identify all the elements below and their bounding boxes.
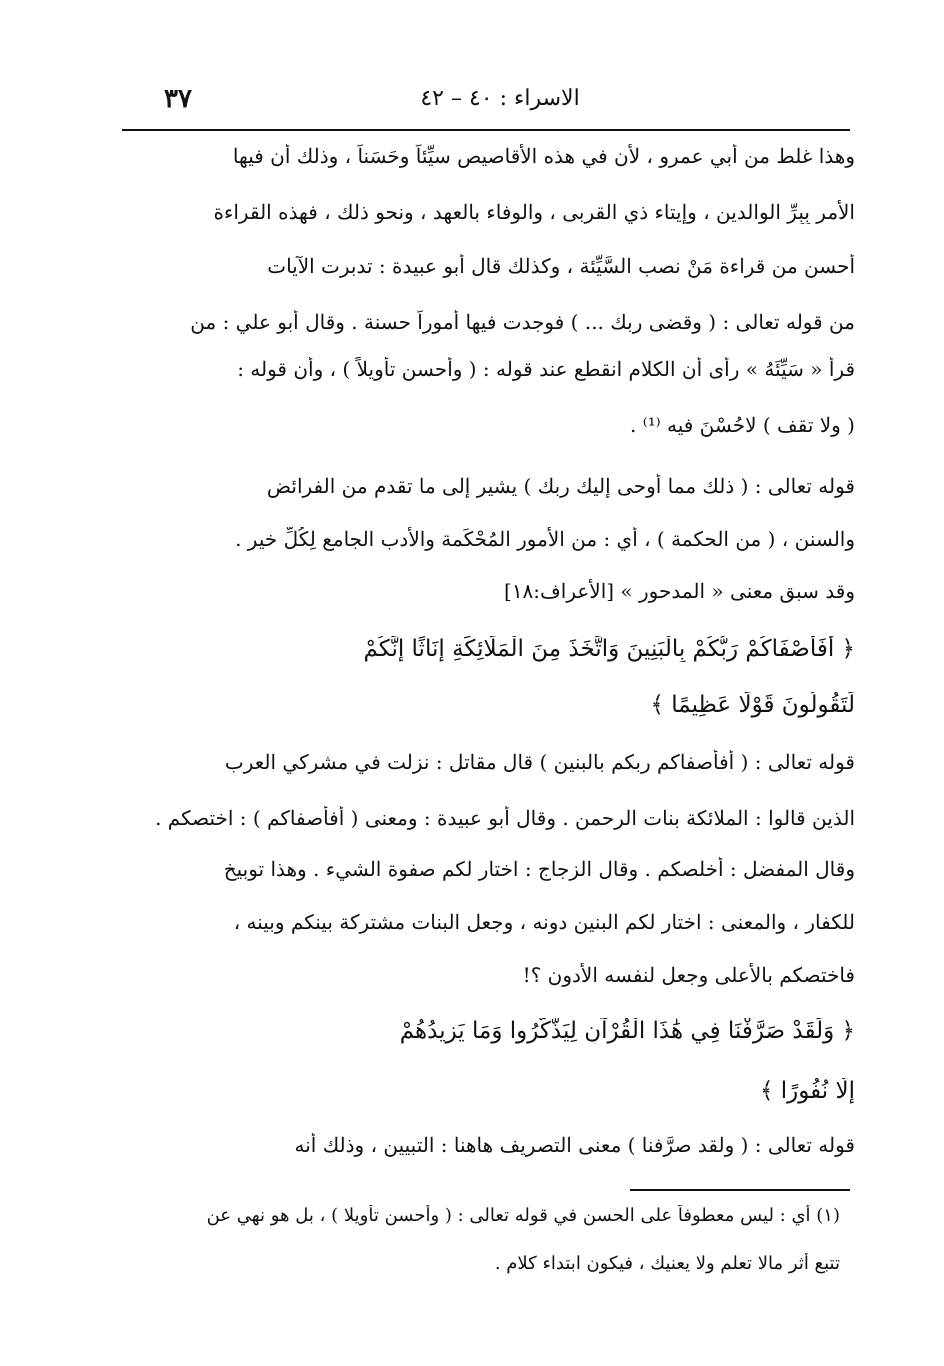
quran-verse-line: لَتَقُولُونَ قَوْلًا عَظِيمًا ﴾ xyxy=(650,692,855,718)
body-line: من قوله تعالى : ( وقضى ربك ... ) فوجدت فيها أموراً حسنة . وقال أبو علي : من xyxy=(190,310,855,334)
body-line: ( ولا تقف ) لاحُسْنَ فيه ⁽¹⁾ . xyxy=(630,413,855,437)
body-line: وقال المفضل : أخلصكم . وقال الزجاج : اختار لكم صفوة الشيء . وهذا توبيخ xyxy=(223,857,855,881)
body-line: الذين قالوا : الملائكة بنات الرحمن . وقال أبو عبيدة : ومعنى ( أفأصفاكم ) : اختصكم . xyxy=(155,806,855,830)
body-line: قوله تعالى : ( أفأصفاكم ربكم بالبنين ) قال مقاتل : نزلت في مشركي العرب xyxy=(224,750,855,774)
body-line: قرأ « سَيِّئَهُ » رأى أن الكلام انقطع عند قوله : ( وأحسن تأويلاً ) ، وأن قوله : xyxy=(237,357,855,381)
footnote-line: تتبع أثر مالا تعلم ولا يعنيك ، فيكون ابتداء كلام . xyxy=(494,1253,840,1274)
footnote-line: (١) أي : ليس معطوفاً على الحسن في قوله تعالى : ( وأحسن تأويلا ) ، بل هو نهي عن xyxy=(206,1205,840,1226)
body-line: وقد سبق معنى « المدحور » [الأعراف:١٨] xyxy=(504,579,855,603)
page-number: ٣٧ xyxy=(164,84,192,114)
quran-verse-line: إِلَّا نُفُورًا ﴾ xyxy=(759,1078,855,1104)
quran-verse-line: ﴿ وَلَقَدْ صَرَّفْنَا فِي هَٰذَا الْقُرْآنِ لِيَذَّكَّرُوا وَمَا يَزِيدُهُمْ xyxy=(399,1018,855,1044)
body-line: قوله تعالى : ( ولقد صرَّفنا ) معنى التصريف هاهنا : التبيين ، وذلك أنه xyxy=(294,1133,855,1157)
quran-verse-line: ﴿ أَفَأَصْفَاكُمْ رَبُّكُمْ بِالْبَنِينَ وَاتَّخَذَ مِنَ الْمَلَائِكَةِ إِنَاثًا إِنَّكُمْ xyxy=(363,636,855,662)
running-title: الاسراء : ٤٠ – ٤٢ xyxy=(420,86,580,111)
running-head xyxy=(150,82,850,122)
body-line: وهذا غلط من أبي عمرو ، لأن في هذه الأقاصيص سيِّئاً وحَسَناً ، وذلك أن فيها xyxy=(232,144,855,168)
body-line: للكفار ، والمعنى : اختار لكم البنين دونه ، وجعل البنات مشتركة بينكم وبينه ، xyxy=(233,910,855,934)
body-line: الأمر بِبِرِّ الوالدين ، وإيتاء ذي القربى ، والوفاء بالعهد ، ونحو ذلك ، فهذه القراءة xyxy=(213,200,855,224)
body-line: والسنن ، ( من الحكمة ) ، أي : من الأمور المُحْكَمة والأدب الجامع لِكُلِّ خير . xyxy=(235,527,855,551)
footnote-rule xyxy=(630,1189,850,1191)
body-line: فاختصكم بالأعلى وجعل لنفسه الأدون ؟! xyxy=(522,963,855,987)
body-line: أحسن من قراءة مَنْ نصب السَّيِّئة ، وكذلك قال أبو عبيدة : تدبرت الآيات xyxy=(267,254,855,278)
body-line: قوله تعالى : ( ذلك مما أوحى إليك ربك ) يشير إلى ما تقدم من الفرائض xyxy=(266,474,855,498)
header-rule xyxy=(122,129,850,131)
